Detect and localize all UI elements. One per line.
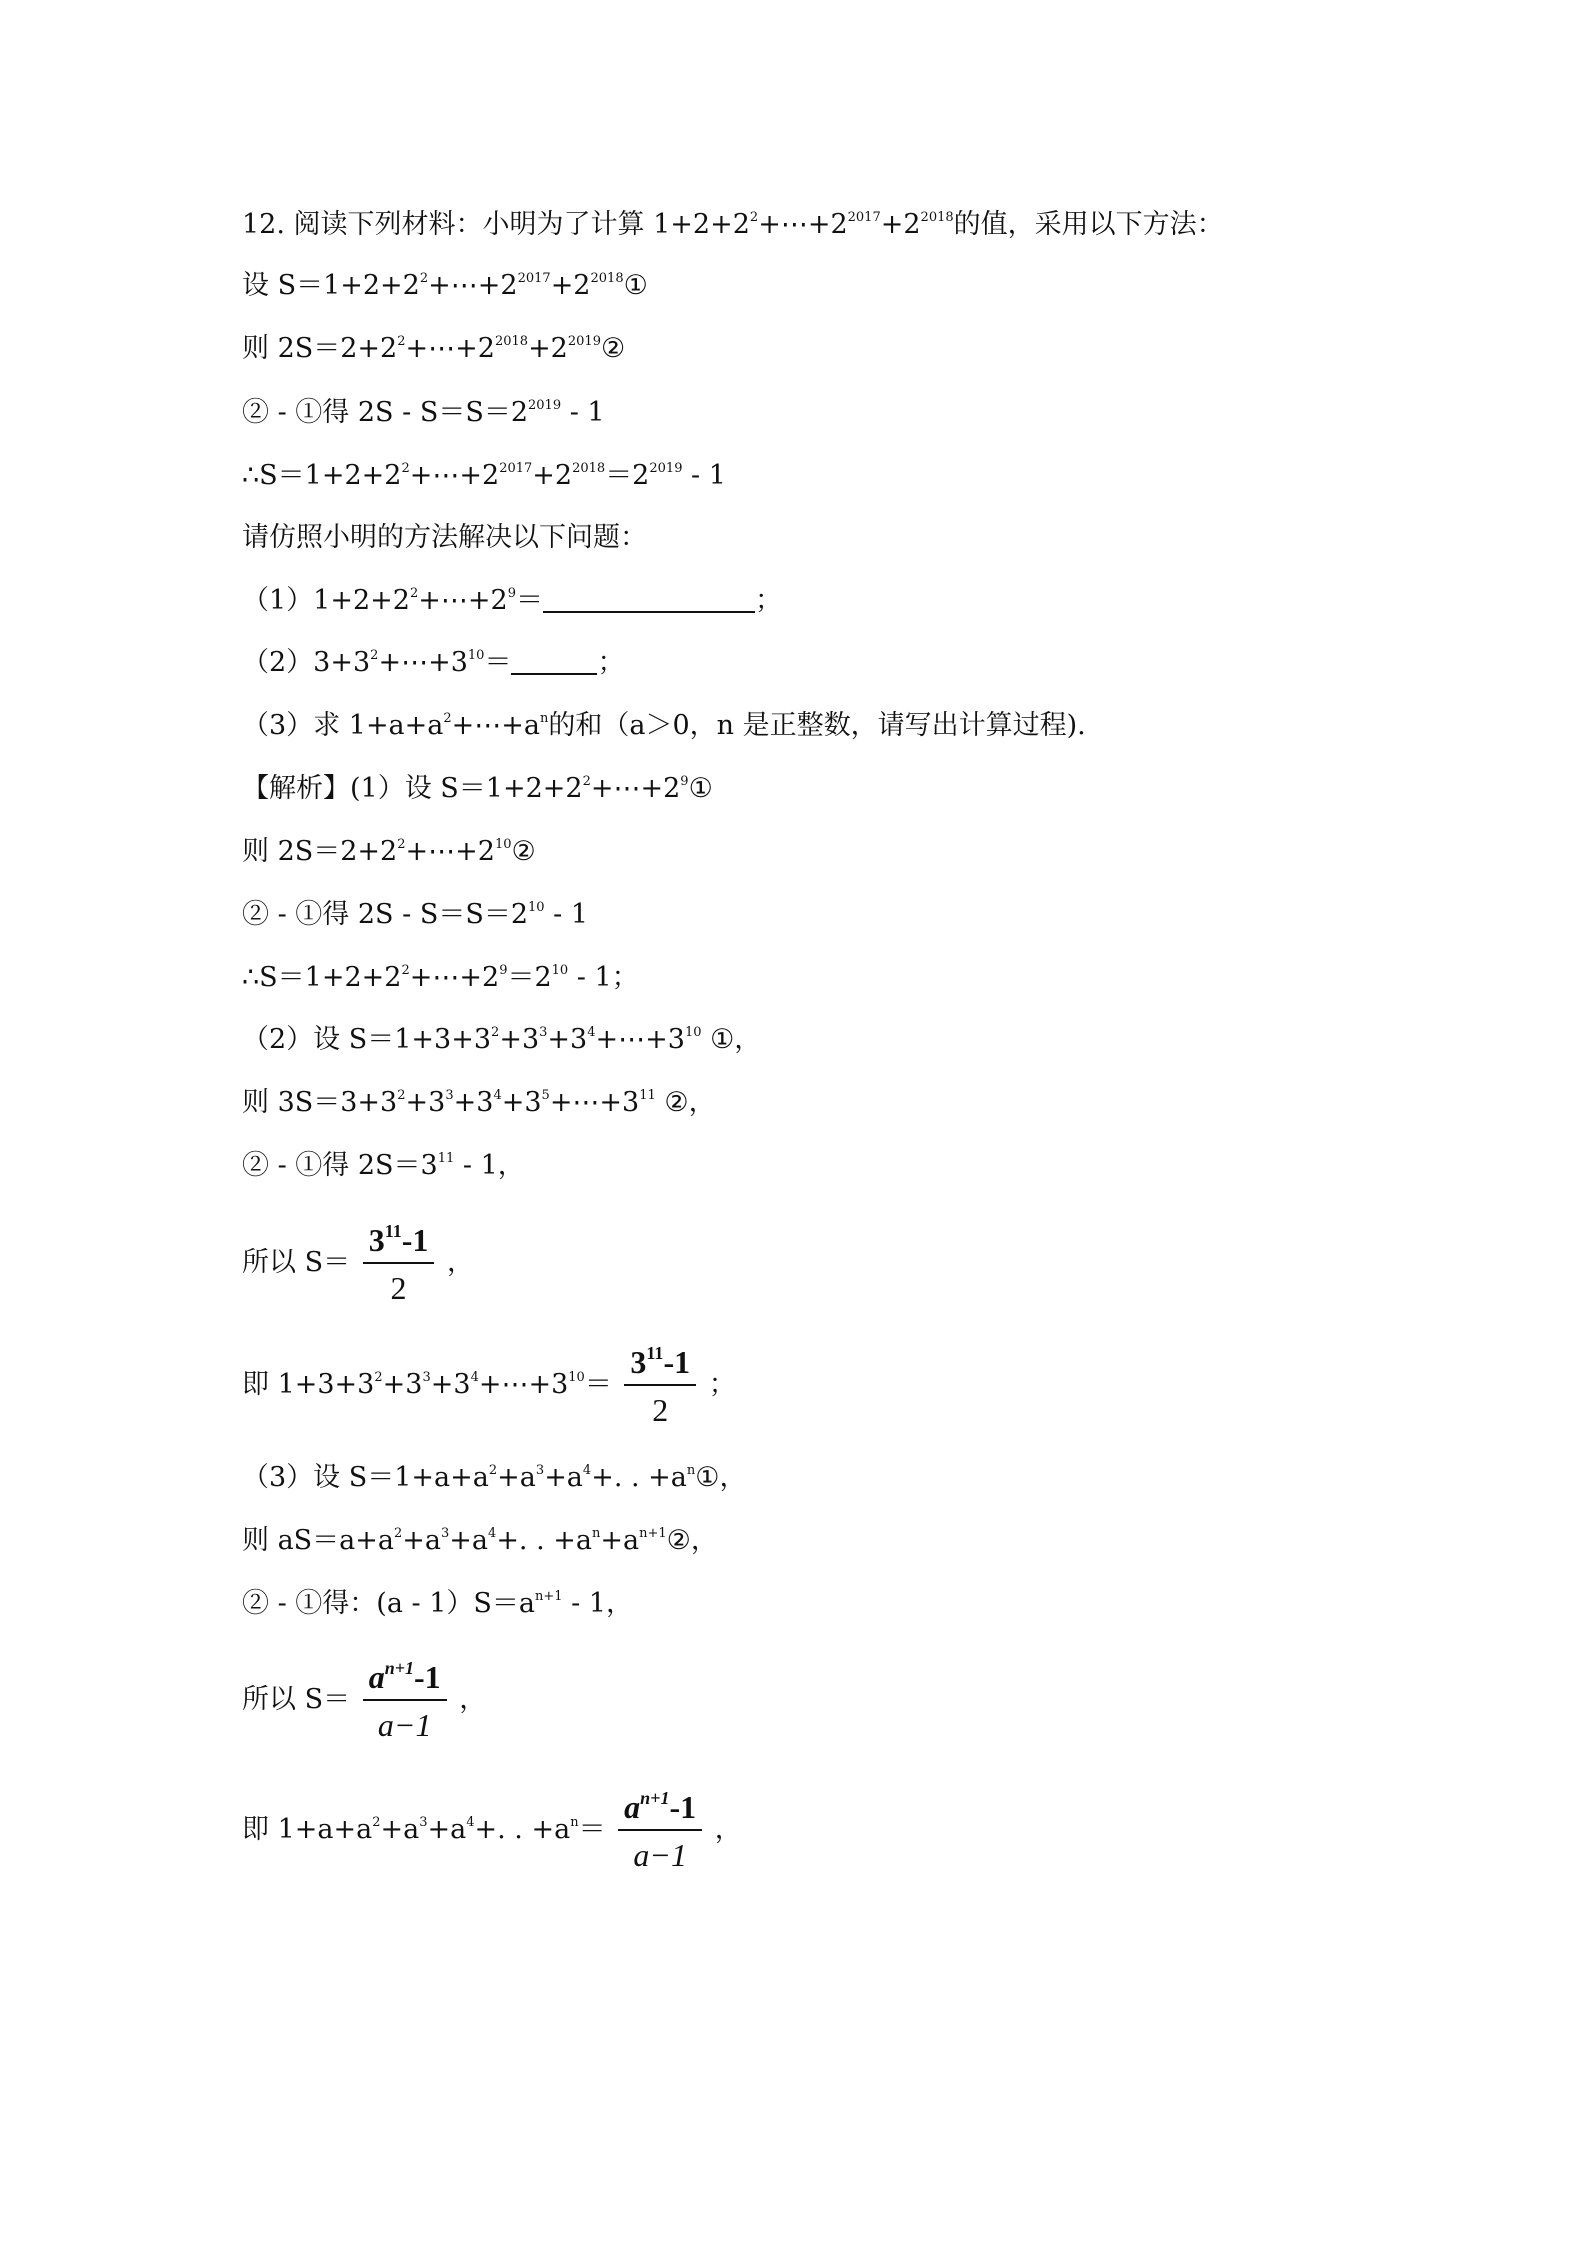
solution-line-11: 则 $aS=a+a^2+a^3+a^4+$. . $+a^n+a^{n+1}②$， [242, 1525, 718, 1556]
material-line-4: $\therefore S=1+2+2^2+\cdots+2^{2017}+2^{2018}=2^{2019} - 1$ [242, 460, 726, 491]
solution-line-4: $\therefore S=1+2+2^2+\cdots+2^9=2^{10} - 1$； [242, 962, 639, 993]
material-line-2: 则 $2S=2+2^2+\cdots+2^{2018}+2^{2019}②$ [242, 333, 626, 364]
solution-line-12: ② - ①得：$(a - 1)S=a^{n+1} - 1$， [242, 1588, 633, 1619]
solution-line-8: 所以 S＝ $\frac{3^{11}-1}{2}$ ， [242, 1220, 474, 1306]
question-1: $(1)1+2+2^2+\cdots+2^9=$ ； [242, 585, 782, 616]
answer-blank-1[interactable] [543, 585, 755, 613]
solution-line-13: 所以 S＝ $\frac{a^{n+1}-1}{a-1}$ ， [242, 1657, 487, 1743]
solution-line-3: ② - ①得 $2S - S=S=2^{10} - 1$ [242, 899, 589, 930]
answer-blank-2[interactable] [511, 647, 597, 675]
solution-line-2: 则 $2S=2+2^2+\cdots+2^{10}②$ [242, 836, 536, 867]
solution-line-7: ② - ①得 $2S=3^{11} - 1$， [242, 1150, 525, 1181]
solution-line-9: 即 $1+3+3^2+3^3+3^4+\cdots+3^{10}=$ $\frac{3^{11}-1}{2}$ ； [242, 1342, 736, 1428]
solution-line-10: （3）设 $S=1+a+a^2+a^3+a^4+$. . $+a^n①$， [242, 1462, 747, 1493]
problem-intro: 12. 阅读下列材料：小明为了计算 $1+2+2^2+\cdots+2^{2017}+2^{2018}$的值，采用以下方法： [242, 209, 1224, 240]
instruction-text: 请仿照小明的方法解决以下问题： [242, 522, 647, 553]
solution-line-6: 则 $3S=3+3^2+3^3+3^4+3^5+\cdots+3^{11}$ ②， [242, 1087, 716, 1118]
fraction-3-11-minus-1-over-2-repeat: $\frac{3^{11}-1}{2}$ [624, 1344, 696, 1428]
solution-line-1: 【解析】(1）设 $S=1+2+2^2+\cdots+2^9①$ [242, 773, 713, 804]
solution-line-5: （2）设 $S=1+3+3^2+3^3+3^4+\cdots+3^{10}$ ①， [242, 1024, 762, 1055]
material-line-1: 设 $S=1+2+2^2+\cdots+2^{2017}+2^{2018}①$ [242, 270, 648, 301]
fraction-a-n1-minus-1-over-a-minus-1-repeat: $\frac{a^{n+1}-1}{a-1}$ [618, 1789, 702, 1873]
question-2: $(2)3+3^2+\cdots+3^{10}=$ ； [242, 647, 625, 678]
question-3: （3）求 $1+a+a^2+\cdots+a^n$的和（a＞0，n 是正整数，请写出计算过程). [242, 710, 1086, 741]
material-line-3: ② - ①得 $2S - S=S=2^{2019} - 1$ [242, 397, 605, 428]
fraction-a-n1-minus-1-over-a-minus-1: $\frac{a^{n+1}-1}{a-1}$ [363, 1659, 447, 1743]
problem-number: 12. [242, 209, 285, 240]
fraction-3-11-minus-1-over-2: $\frac{3^{11}-1}{2}$ [363, 1222, 435, 1306]
solution-line-14: 即 $1+a+a^2+a^3+a^4+$. . $+a^n=$ $\frac{a^{n+1}-1}{a-1}$ ， [242, 1787, 742, 1873]
